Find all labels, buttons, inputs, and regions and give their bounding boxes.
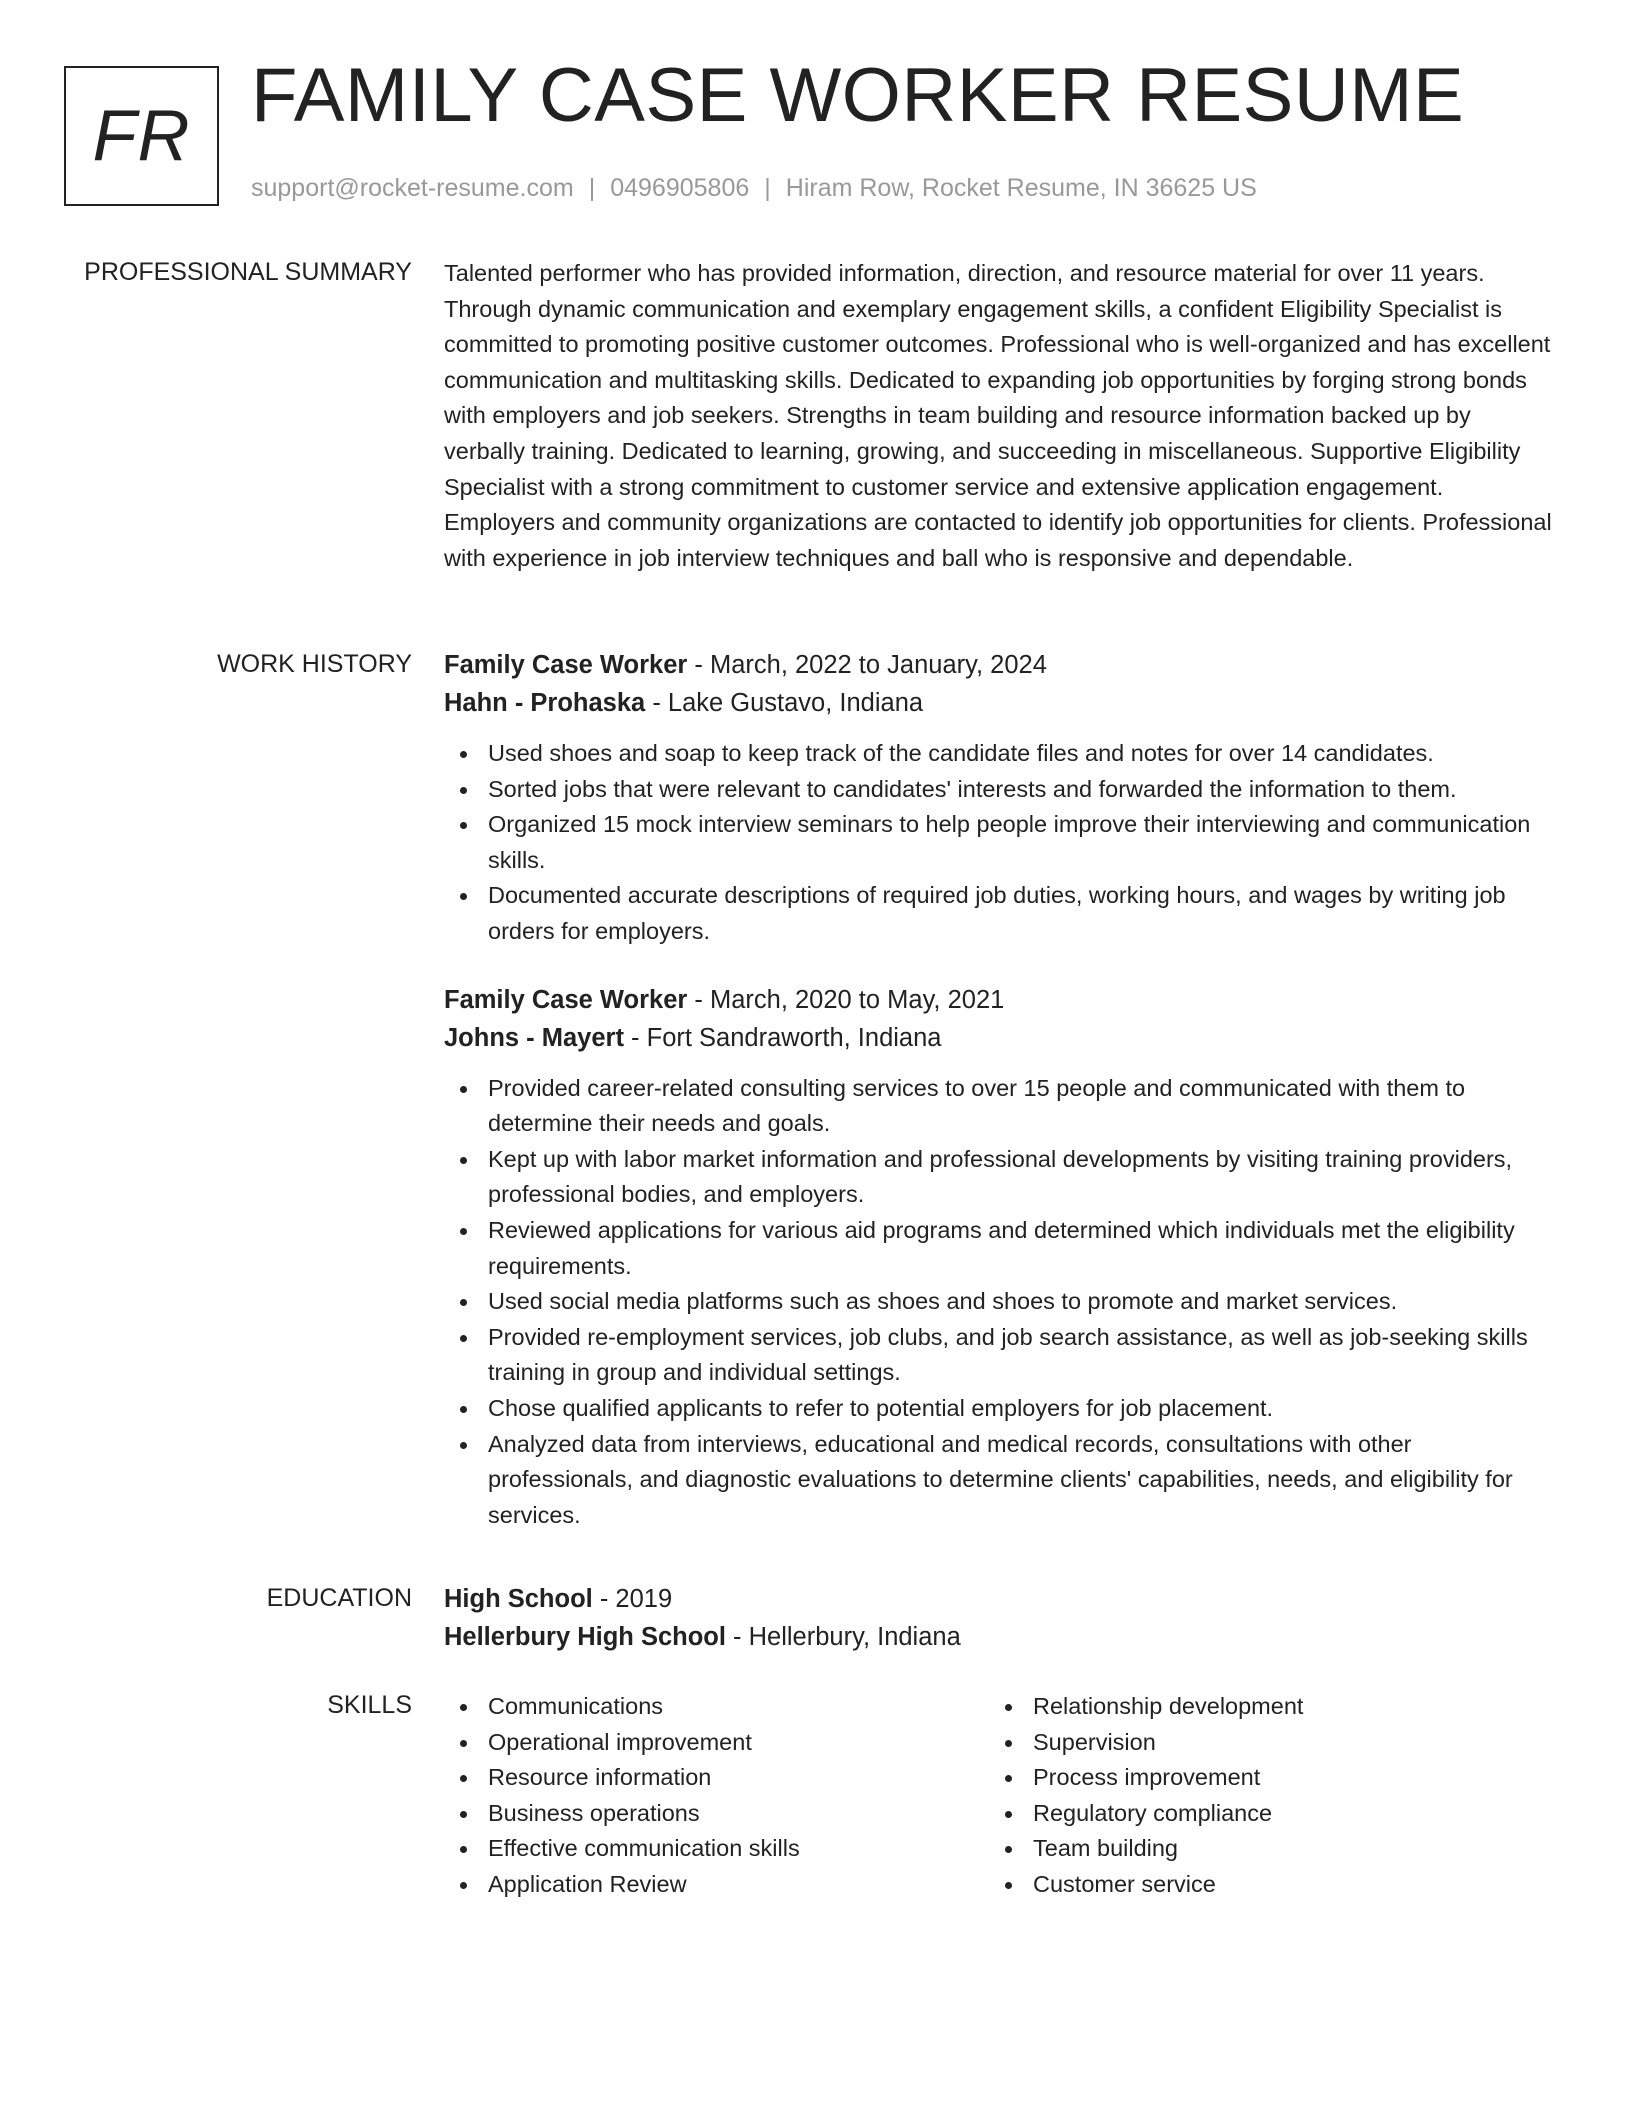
employer-line <box>444 1019 1554 1057</box>
job-duty: Documented accurate descriptions of required job duties, working hours, and wages by writing job orders for employers. <box>488 878 1554 949</box>
graduation-year: - 2019 <box>592 1585 673 1613</box>
monogram-initials: FR <box>92 96 191 176</box>
skill-item: Supervision <box>1033 1725 1534 1761</box>
employer-line <box>444 684 1554 722</box>
job-duty: Used shoes and soap to keep track of the candidate files and notes for over 14 candidates. <box>488 736 1554 772</box>
summary-section <box>444 256 1554 576</box>
job-duty: Provided re-employment services, job clubs, and job search assistance, as well as job-seeking skills training in group and individual settings. <box>488 1320 1554 1391</box>
job-entry <box>444 646 1554 950</box>
work-history-section <box>444 646 1554 1533</box>
job-duty: Kept up with labor market information and professional developments by visiting training providers, professional bodies, and employers. <box>488 1142 1554 1213</box>
contact-email: support@rocket-resume.com <box>251 174 574 202</box>
contact-separator: | <box>588 174 596 202</box>
employer-name: Johns - Mayert <box>444 1023 624 1052</box>
job-duty: Provided career-related consulting services to over 15 people and communicated with them to determine their needs and goals. <box>488 1071 1554 1142</box>
job-duty: Organized 15 mock interview seminars to help people improve their interviewing and communication skills. <box>488 807 1554 878</box>
skill-item: Resource information <box>488 1760 989 1796</box>
skills-grid <box>444 1689 1554 1903</box>
summary-text: Talented performer who has provided information, direction, and resource material for over 11 years. Through dynamic communication and exemplary engagement skills, a confident Eligibility Specialist is committed to promoting positive customer outcomes. Professional who is well-organized and has excellent communication and multitasking skills. Dedicated to expanding job opportunities by forging strong bonds with employers and job seekers. Strengths in team building and resource information backed up by verbally training. Dedicated to learning, growing, and succeeding in miscellaneous. Supportive Eligibility Specialist with a strong commitment to customer service and extensive application engagement. Employers and community organizations are contacted to identify job opportunities for clients. Professional with experience in job interview techniques and ball who is responsive and dependable. <box>444 260 1552 571</box>
skills-list <box>444 1689 989 1903</box>
job-title-line <box>444 981 1554 1019</box>
resume-title: FAMILY CASE WORKER RESUME <box>251 53 1465 138</box>
degree-line <box>444 1580 1554 1618</box>
skills-heading: SKILLS <box>327 1691 412 1719</box>
skills-section <box>444 1689 1554 1903</box>
job-title: Family Case Worker <box>444 651 688 679</box>
summary-heading: PROFESSIONAL SUMMARY <box>84 258 412 286</box>
skills-column-left <box>444 1689 989 1903</box>
job-dates: - March, 2022 to January, 2024 <box>687 651 1047 679</box>
education-section <box>444 1580 1554 1656</box>
job-title-line <box>444 646 1554 684</box>
employer-name: Hahn - Prohaska <box>444 689 646 717</box>
skill-item: Effective communication skills <box>488 1831 989 1867</box>
skill-item: Relationship development <box>1033 1689 1534 1725</box>
contact-phone: 0496905806 <box>610 174 750 202</box>
skill-item: Customer service <box>1033 1867 1534 1903</box>
skill-item: Communications <box>488 1689 989 1725</box>
contact-address: Hiram Row, Rocket Resume, IN 36625 US <box>785 174 1257 202</box>
job-duties-list <box>444 736 1554 950</box>
job-duty: Reviewed applications for various aid programs and determined which individuals met the eligibility requirements. <box>488 1213 1554 1284</box>
skills-list <box>989 1689 1534 1903</box>
skill-item: Business operations <box>488 1796 989 1832</box>
skills-column-right <box>989 1689 1534 1903</box>
work-history-heading: WORK HISTORY <box>217 650 412 678</box>
skill-item: Team building <box>1033 1831 1534 1867</box>
job-duty: Used social media platforms such as shoes and shoes to promote and market services. <box>488 1284 1554 1320</box>
job-duty: Analyzed data from interviews, educational and medical records, consultations with other professionals, and diagnostic evaluations to determine clients' capabilities, needs, and eligibility for services. <box>488 1427 1554 1534</box>
job-entry <box>444 981 1554 1534</box>
school-name: Hellerbury High School <box>444 1623 726 1651</box>
skill-item: Regulatory compliance <box>1033 1796 1534 1832</box>
contact-separator: | <box>764 174 771 202</box>
employer-location: - Lake Gustavo, Indiana <box>645 689 924 717</box>
job-title: Family Case Worker <box>444 985 688 1014</box>
employer-location: - Fort Sandraworth, Indiana <box>623 1023 942 1052</box>
degree: High School <box>444 1585 593 1613</box>
contact-line <box>251 174 1257 203</box>
skill-item: Process improvement <box>1033 1760 1534 1796</box>
skill-item: Application Review <box>488 1867 989 1903</box>
school-line <box>444 1618 1554 1656</box>
skill-item: Operational improvement <box>488 1725 989 1761</box>
job-duty: Sorted jobs that were relevant to candidates' interests and forwarded the information to them. <box>488 772 1554 808</box>
school-location: - Hellerbury, Indiana <box>725 1623 961 1651</box>
education-heading: EDUCATION <box>266 1584 412 1612</box>
job-dates: - March, 2020 to May, 2021 <box>687 985 1005 1014</box>
job-duties-list <box>444 1071 1554 1534</box>
monogram-logo <box>64 66 219 206</box>
job-duty: Chose qualified applicants to refer to potential employers for job placement. <box>488 1391 1554 1427</box>
